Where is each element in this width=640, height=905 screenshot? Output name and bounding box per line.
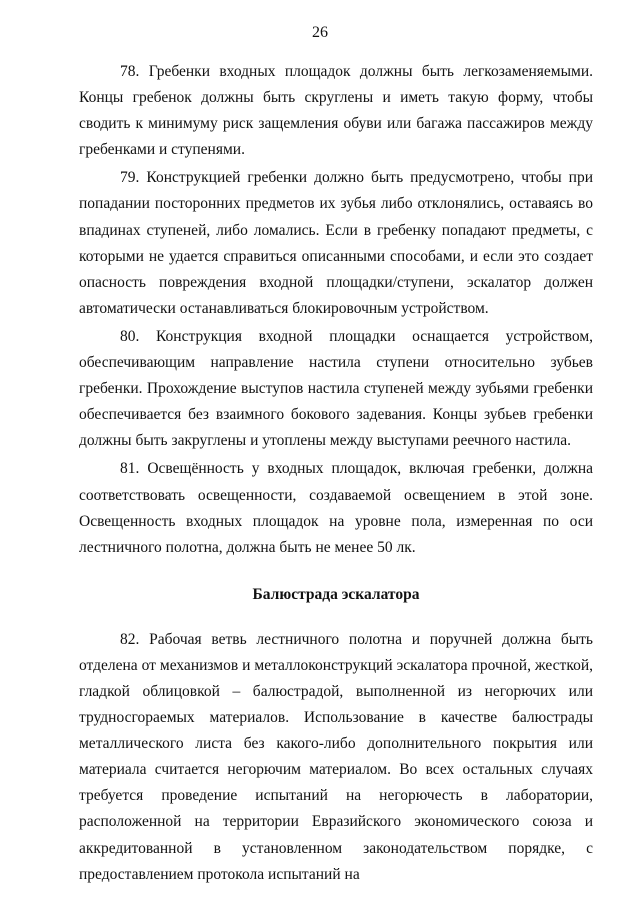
section-heading: Балюстрада эскалатора [252, 585, 420, 603]
paragraph-79: 79. Конструкцией гребенки должно быть предусмотрено, чтобы при попадании посторонних предметов их зубья либо отклонялись, оставаясь во впадинах ступеней, либо ломались. Если в гребенку попадают предметы, с которыми не удается справиться описанными способами, и если это создает опасность повреждения входной площадки/ступени, эскалатор должен автоматически останавливаться блокировочным устройством. [79, 169, 593, 317]
paragraph-82: 82. Рабочая ветвь лестничного полотна и поручней должна быть отделена от механизмов и металлоконструкций эскалатора прочной, жесткой, гладкой облицовкой – балюстрадой, выполненной из негорючих или трудносгораемых материалов. Использование в качестве балюстрады металлического листа без какого-либо дополнительного покрытия или материала считается негорючим материалом. Во всех остальных случаях требуется проведение испытаний на негорючесть в лаборатории, расположенной на территории Евразийского экономического союза и аккредитованной в установленном законодательством порядке, с предоставлением протокола испытаний на [79, 630, 593, 883]
paragraph-81: 81. Освещённость у входных площадок, включая гребенки, должна соответствовать освещенности, создаваемой освещением в этой зоне. Освещенность входных площадок на уровне пола, измеренная по оси лестничного полотна, должна быть не менее 50 лк. [79, 460, 593, 556]
document-body [79, 59, 593, 890]
page-number: 26 [312, 24, 328, 41]
paragraph-78: 78. Гребенки входных площадок должны быть легкозаменяемыми. Концы гребенок должны быть скруглены и иметь такую форму, чтобы сводить к минимуму риск защемления обуви или багажа пассажиров между гребенками и ступенями. [79, 63, 593, 159]
paragraph-80: 80. Конструкция входной площадки оснащается устройством, обеспечивающим направление настила ступени относительно зубьев гребенки. Прохождение выступов настила ступеней между зубьями гребенки обеспечивается без взаимного бокового задевания. Концы зубьев гребенки должны быть закруглены и утоплены между выступами реечного настила. [79, 327, 593, 450]
